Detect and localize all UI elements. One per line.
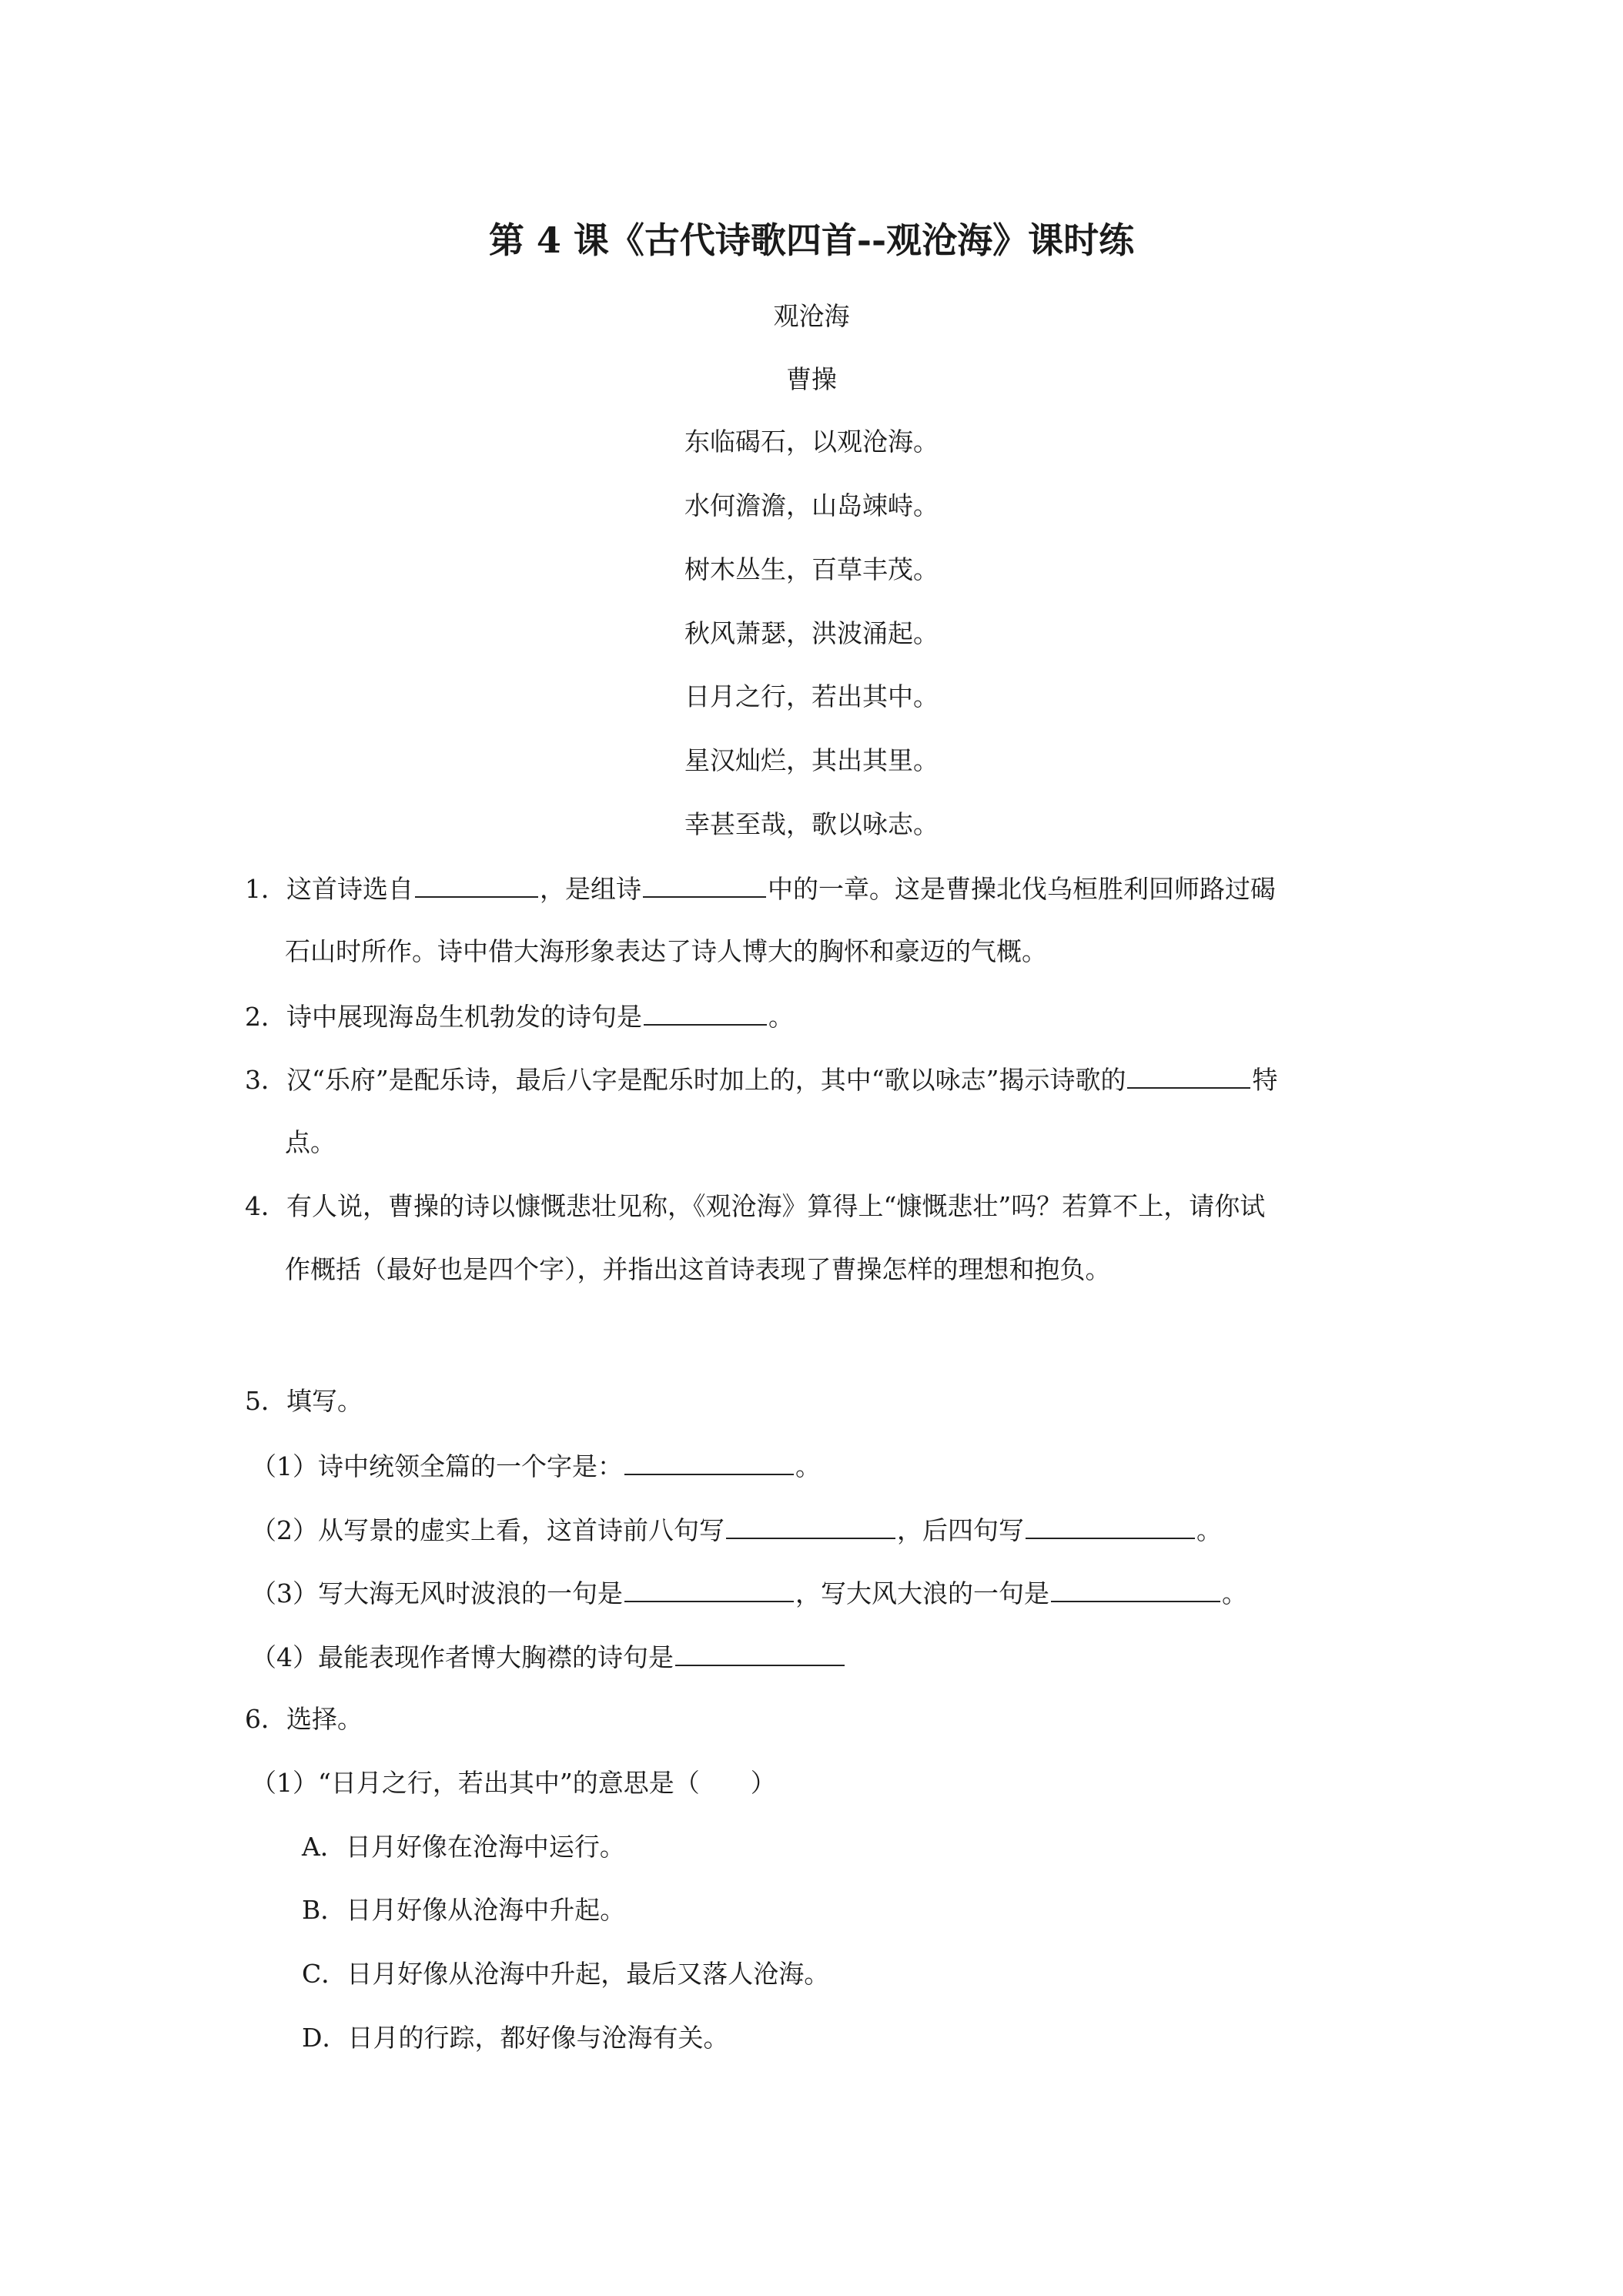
question-text: 。 xyxy=(1222,1578,1247,1608)
question-number: 3． xyxy=(245,1065,286,1095)
question-text: （1）诗中统领全篇的一个字是： xyxy=(251,1451,623,1481)
answer-blank[interactable] xyxy=(1026,1510,1195,1539)
question-text: 特 xyxy=(1252,1065,1278,1095)
choice-option-d[interactable]: D．日月的行踪，都好像与沧海有关。 xyxy=(302,2023,729,2053)
question-text: （3）写大海无风时波浪的一句是 xyxy=(251,1578,623,1608)
choice-option-a[interactable]: A．日月好像在沧海中运行。 xyxy=(302,1832,625,1862)
poem-line: 星汉灿烂，其出其里。 xyxy=(684,745,939,775)
poem-author: 曹操 xyxy=(786,364,837,394)
question-6 xyxy=(245,1700,363,1739)
question-text: 。 xyxy=(795,1451,821,1481)
poem-line: 东临碣石，以观沧海。 xyxy=(684,427,939,457)
question-3 xyxy=(245,1059,1277,1099)
poem-line: 水何澹澹，山岛竦峙。 xyxy=(684,490,939,520)
question-text: 这首诗选自 xyxy=(286,874,413,904)
question-1-continuation: 石山时所作。诗中借大海形象表达了诗人博大的胸怀和豪迈的气概。 xyxy=(285,936,1047,966)
answer-blank[interactable] xyxy=(1051,1573,1220,1602)
question-5-sub-4 xyxy=(251,1637,846,1677)
question-text: 诗中展现海岛生机勃发的诗句是 xyxy=(286,1002,642,1032)
question-number: 2． xyxy=(245,1002,286,1032)
question-4-continuation: 作概括（最好也是四个字），并指出这首诗表现了曹操怎样的理想和抱负。 xyxy=(285,1254,1111,1284)
question-3-continuation: 点。 xyxy=(285,1127,336,1157)
question-text: ，写大风大浪的一句是 xyxy=(795,1578,1049,1608)
answer-blank[interactable] xyxy=(675,1637,845,1666)
question-text: ，是组诗 xyxy=(540,874,641,904)
question-text: 。 xyxy=(768,1002,794,1032)
poem-line: 秋风萧瑟，洪波涌起。 xyxy=(684,618,939,648)
question-text: ，后四句写 xyxy=(897,1515,1024,1545)
question-6-sub-1: （1）“日月之行，若出其中”的意思是（ ） xyxy=(251,1768,776,1798)
question-1 xyxy=(245,869,1276,909)
question-heading: 选择。 xyxy=(286,1704,363,1734)
question-number: 5． xyxy=(245,1386,286,1416)
answer-blank[interactable] xyxy=(643,869,766,898)
answer-blank[interactable] xyxy=(624,1573,794,1602)
choice-option-b[interactable]: B．日月好像从沧海中升起。 xyxy=(302,1895,626,1925)
question-number: 6． xyxy=(245,1704,286,1734)
answer-blank[interactable] xyxy=(644,996,767,1026)
question-heading: 填写。 xyxy=(286,1386,363,1416)
question-text: （4）最能表现作者博大胸襟的诗句是 xyxy=(251,1642,674,1672)
question-text: 。 xyxy=(1196,1515,1222,1545)
choice-option-c[interactable]: C．日月好像从沧海中升起，最后又落人沧海。 xyxy=(302,1959,830,1989)
answer-blank[interactable] xyxy=(726,1510,895,1539)
poem-line: 幸甚至哉，歌以咏志。 xyxy=(684,809,939,839)
question-text: 汉“乐府”是配乐诗，最后八字是配乐时加上的，其中“歌以咏志”揭示诗歌的 xyxy=(286,1065,1126,1095)
answer-blank[interactable] xyxy=(415,869,538,898)
question-5 xyxy=(245,1382,363,1421)
question-2 xyxy=(245,996,794,1036)
poem-line: 日月之行，若出其中。 xyxy=(684,681,939,711)
question-text: 中的一章。这是曹操北伐乌桓胜利回师路过碣 xyxy=(768,874,1276,904)
question-4 xyxy=(245,1187,1265,1226)
document-title: 第 4 课《古代诗歌四首--观沧海》课时练 xyxy=(488,219,1135,261)
question-number: 1． xyxy=(245,874,286,904)
poem-line: 树木丛生，百草丰茂。 xyxy=(684,554,939,584)
poem-name: 观沧海 xyxy=(773,301,850,331)
question-text: 有人说，曹操的诗以慷慨悲壮见称，《观沧海》算得上“慷慨悲壮”吗？若算不上，请你试 xyxy=(286,1191,1266,1221)
answer-blank[interactable] xyxy=(1127,1059,1250,1089)
question-text: （2）从写景的虚实上看，这首诗前八句写 xyxy=(251,1515,724,1545)
question-number: 4． xyxy=(245,1191,286,1221)
question-5-sub-3 xyxy=(251,1573,1247,1613)
question-5-sub-2 xyxy=(251,1510,1222,1550)
question-5-sub-1 xyxy=(251,1446,821,1486)
answer-blank[interactable] xyxy=(624,1446,794,1475)
